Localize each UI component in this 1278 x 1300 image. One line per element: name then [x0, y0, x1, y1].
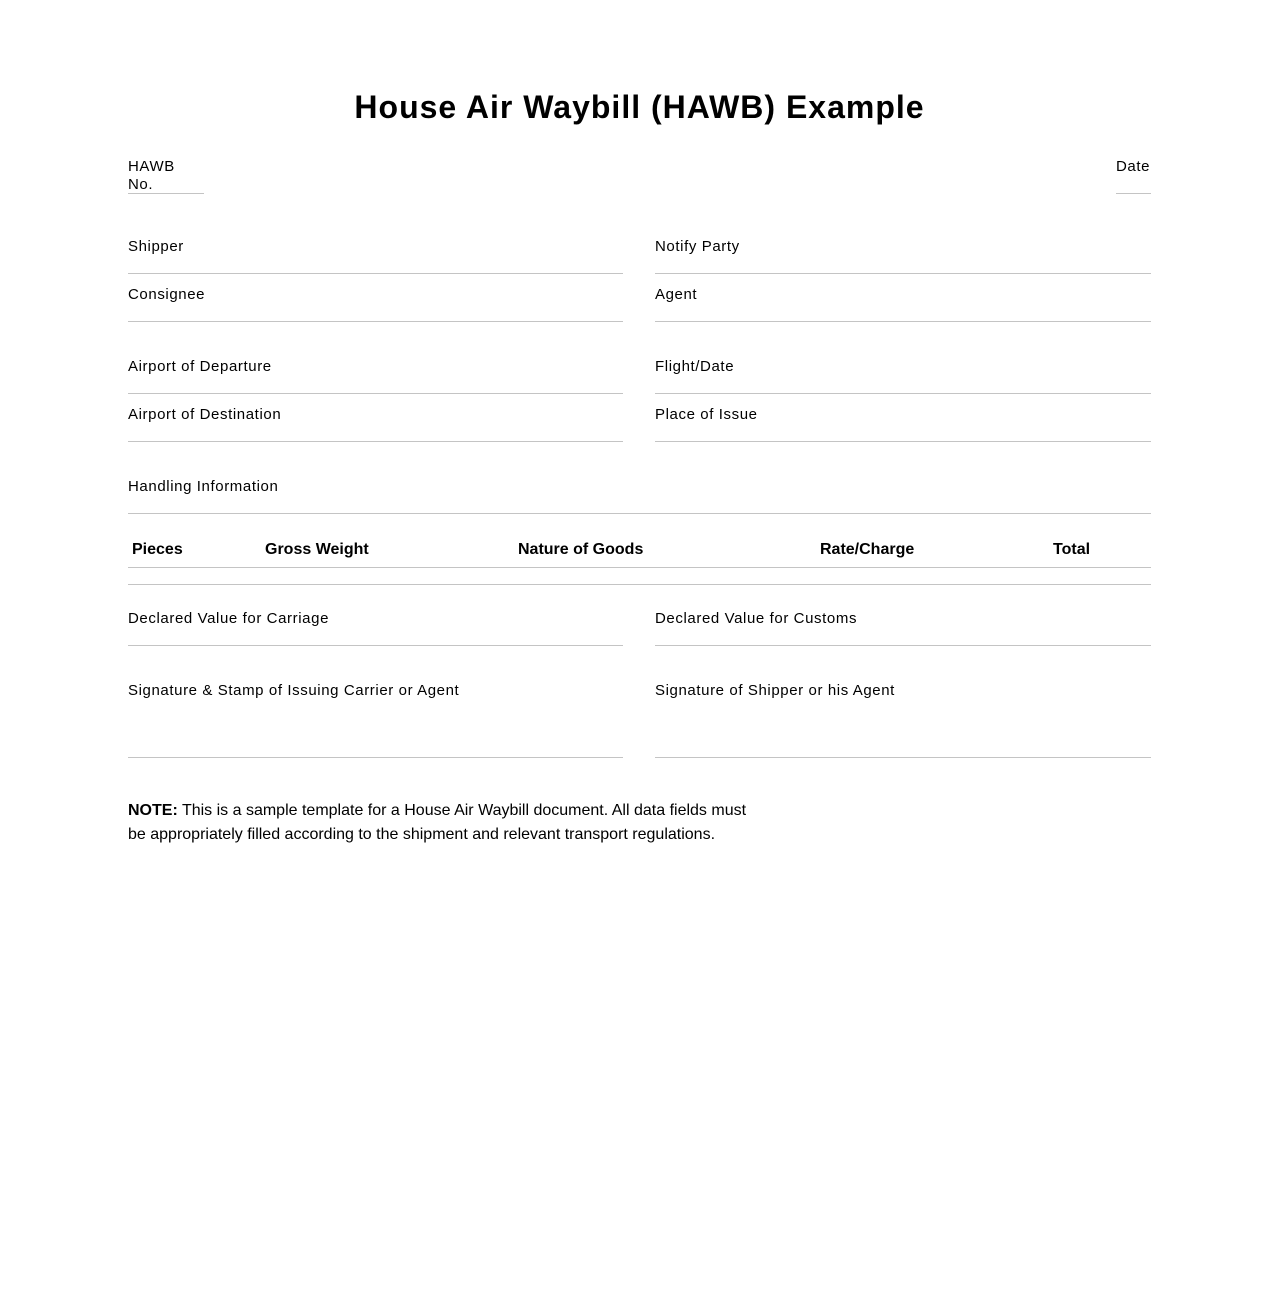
- airport-departure-label: Airport of Departure: [128, 358, 272, 375]
- carrier-signature-label: Signature & Stamp of Issuing Carrier or Agent: [128, 682, 460, 699]
- declared-value-customs-field[interactable]: [655, 610, 1151, 646]
- shipper-signature-label: Signature of Shipper or his Agent: [655, 682, 895, 699]
- nature-of-goods-cell[interactable]: [514, 568, 816, 585]
- column-header-gross-weight: Gross Weight: [261, 537, 514, 568]
- flight-date-field[interactable]: [655, 358, 1151, 394]
- agent-label: Agent: [655, 286, 698, 303]
- airport-destination-label: Airport of Destination: [128, 406, 282, 423]
- consignee-label: Consignee: [128, 286, 206, 303]
- hawb-no-label: HAWB No.: [128, 158, 175, 193]
- date-label: Date: [1116, 158, 1151, 175]
- agent-field[interactable]: [655, 286, 1151, 322]
- shipper-label: Shipper: [128, 238, 184, 255]
- shipper-field[interactable]: [128, 238, 623, 274]
- column-header-nature-of-goods: Nature of Goods: [514, 537, 816, 568]
- shipper-signature-field[interactable]: [655, 682, 1151, 758]
- goods-table: [128, 537, 1151, 585]
- consignee-field[interactable]: [128, 286, 623, 322]
- airport-destination-field[interactable]: [128, 406, 623, 442]
- handling-information-label: Handling Information: [128, 478, 279, 495]
- declared-value-carriage-label: Declared Value for Carriage: [128, 610, 330, 627]
- date-field[interactable]: [1116, 158, 1151, 194]
- goods-table-row: [128, 568, 1151, 585]
- note-paragraph: [128, 799, 748, 847]
- place-of-issue-label: Place of Issue: [655, 406, 758, 423]
- handling-information-field[interactable]: [128, 478, 1151, 514]
- declared-value-customs-label: Declared Value for Customs: [655, 610, 858, 627]
- flight-date-label: Flight/Date: [655, 358, 735, 375]
- column-header-pieces: Pieces: [128, 537, 261, 568]
- note-prefix: NOTE:: [128, 802, 178, 819]
- pieces-cell[interactable]: [128, 568, 261, 585]
- place-of-issue-field[interactable]: [655, 406, 1151, 442]
- total-cell[interactable]: [1049, 568, 1151, 585]
- airport-departure-field[interactable]: [128, 358, 623, 394]
- hawb-no-field[interactable]: [128, 158, 204, 194]
- gross-weight-cell[interactable]: [261, 568, 514, 585]
- notify-party-label: Notify Party: [655, 238, 740, 255]
- goods-table-header-row: [128, 537, 1151, 568]
- rate-charge-cell[interactable]: [816, 568, 1049, 585]
- declared-value-carriage-field[interactable]: [128, 610, 623, 646]
- document-title: House Air Waybill (HAWB) Example: [354, 89, 925, 125]
- note-text: This is a sample template for a House Air Waybill document. All data fields must be appropriately filled according to the shipment and relevant transport regulations.: [128, 802, 747, 843]
- column-header-total: Total: [1049, 537, 1151, 568]
- column-header-rate-charge: Rate/Charge: [816, 537, 1049, 568]
- notify-party-field[interactable]: [655, 238, 1151, 274]
- carrier-signature-field[interactable]: [128, 682, 623, 758]
